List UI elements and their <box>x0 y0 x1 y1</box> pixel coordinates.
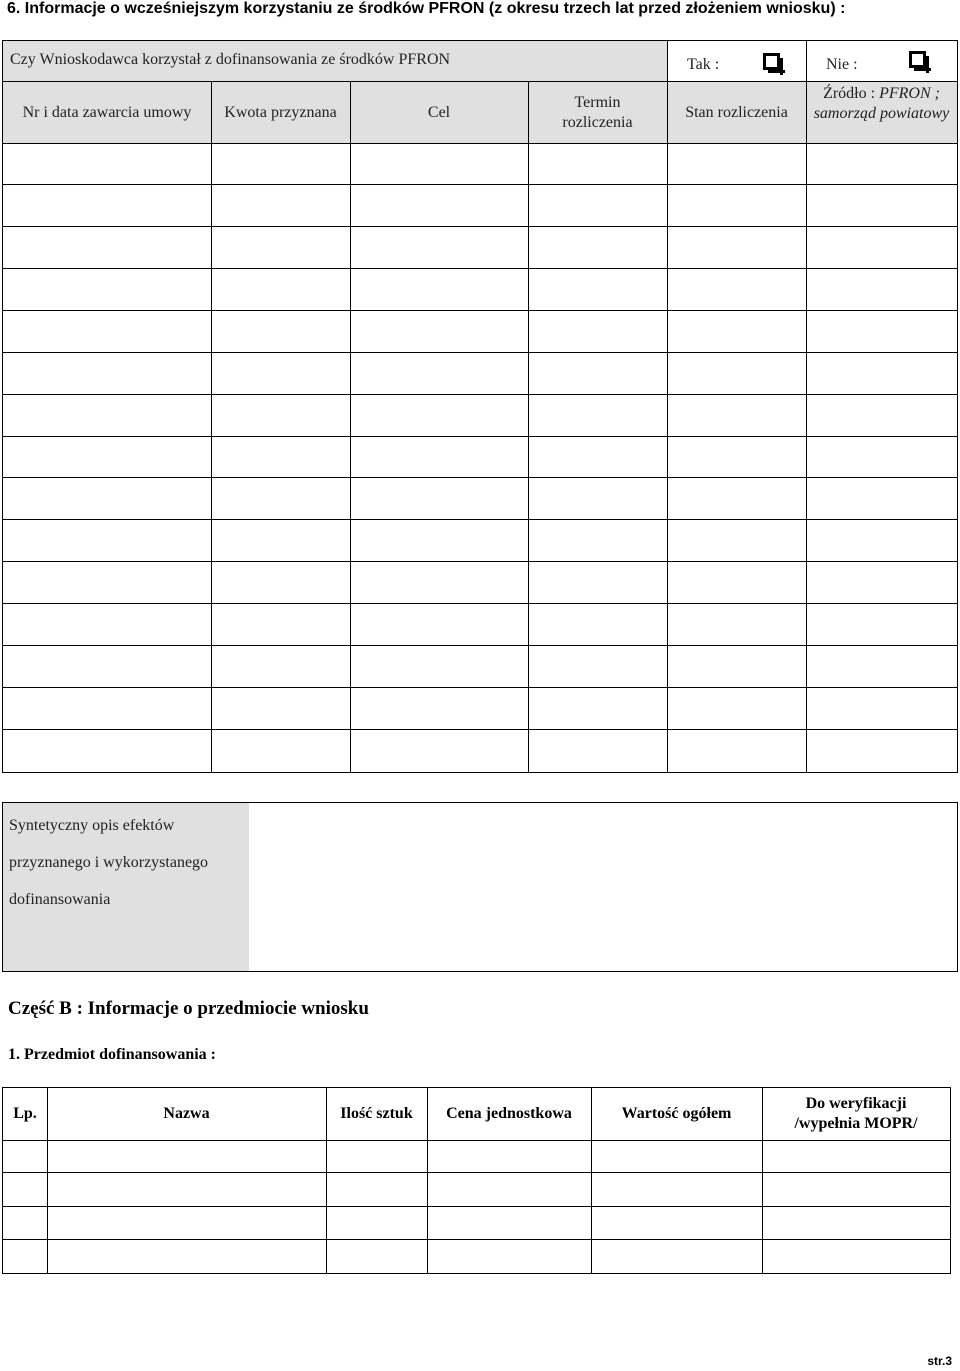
col-header-zrodlo-options: PFRON ; samorząd powiatowy <box>813 85 950 122</box>
table-row[interactable] <box>3 1240 950 1273</box>
table-row[interactable] <box>3 730 957 772</box>
table-row[interactable] <box>3 688 957 730</box>
col-header-nr: Nr i data zawarcia umowy <box>22 103 192 121</box>
col-header-weryfikacja: Do weryfikacji /wypełnia MOPR/ <box>794 1095 918 1132</box>
table-row[interactable] <box>3 646 957 688</box>
col-header-kwota: Kwota przyznana <box>224 103 337 121</box>
col-header-stan: Stan rozliczenia <box>685 103 788 121</box>
table-row[interactable] <box>3 185 957 227</box>
table-row[interactable] <box>3 353 957 395</box>
col-header-zrodlo: Źródło : PFRON ; samorząd powiatowy <box>813 85 950 122</box>
question-row <box>3 41 957 82</box>
synthetic-description-box <box>2 802 958 972</box>
no-checkbox[interactable] <box>909 51 926 68</box>
col-header-nazwa: Nazwa <box>163 1105 210 1122</box>
part-b-subtitle: 1. Przedmiot dofinansowania : <box>8 1046 216 1063</box>
pfron-history-table <box>2 40 958 773</box>
col-header-wartosc: Wartość ogółem <box>621 1105 732 1122</box>
synthetic-input-area[interactable] <box>249 803 957 971</box>
table-row[interactable] <box>3 562 957 604</box>
synthetic-label <box>3 803 249 971</box>
synthetic-label-line2: przyznanego i wykorzystanego <box>9 854 209 871</box>
no-label: Nie : <box>826 56 858 73</box>
yes-label: Tak : <box>687 56 720 73</box>
table-row[interactable] <box>3 1140 950 1173</box>
col-header-cel: Cel <box>427 103 451 121</box>
question-text: Czy Wnioskodawca korzystał z dofinansowania ze środków PFRON <box>10 51 451 68</box>
synthetic-label-line3: dofinansowania <box>9 891 111 908</box>
part-b-title: Część B : Informacje o przedmiocie wniosku <box>8 998 369 1019</box>
table-row[interactable] <box>3 1173 950 1206</box>
table-row[interactable] <box>3 269 957 311</box>
table-row[interactable] <box>3 520 957 562</box>
table-row[interactable] <box>3 1207 950 1240</box>
col-header-termin: Termin rozliczenia <box>562 93 633 131</box>
table-row[interactable] <box>3 227 957 269</box>
table-row[interactable] <box>3 478 957 520</box>
subject-table <box>2 1087 951 1274</box>
table-row[interactable] <box>3 311 957 353</box>
col-header-ilosc: Ilość sztuk <box>340 1105 413 1122</box>
section-title: 6. Informacje o wcześniejszym korzystaniu ze środków PFRON (z okresu trzech lat przed złożeniem wniosku) : <box>7 0 846 17</box>
table-row[interactable] <box>3 395 957 437</box>
col-header-lp: Lp. <box>13 1105 37 1122</box>
synthetic-label-line1: Syntetyczny opis efektów <box>9 817 175 834</box>
table-row[interactable] <box>3 604 957 646</box>
question-cell <box>3 41 667 81</box>
col-header-cena: Cena jednostkowa <box>446 1105 572 1122</box>
table-row[interactable] <box>3 143 957 185</box>
yes-checkbox[interactable] <box>763 53 780 70</box>
table-row[interactable] <box>3 437 957 479</box>
page-number: str.3 <box>927 1354 952 1368</box>
